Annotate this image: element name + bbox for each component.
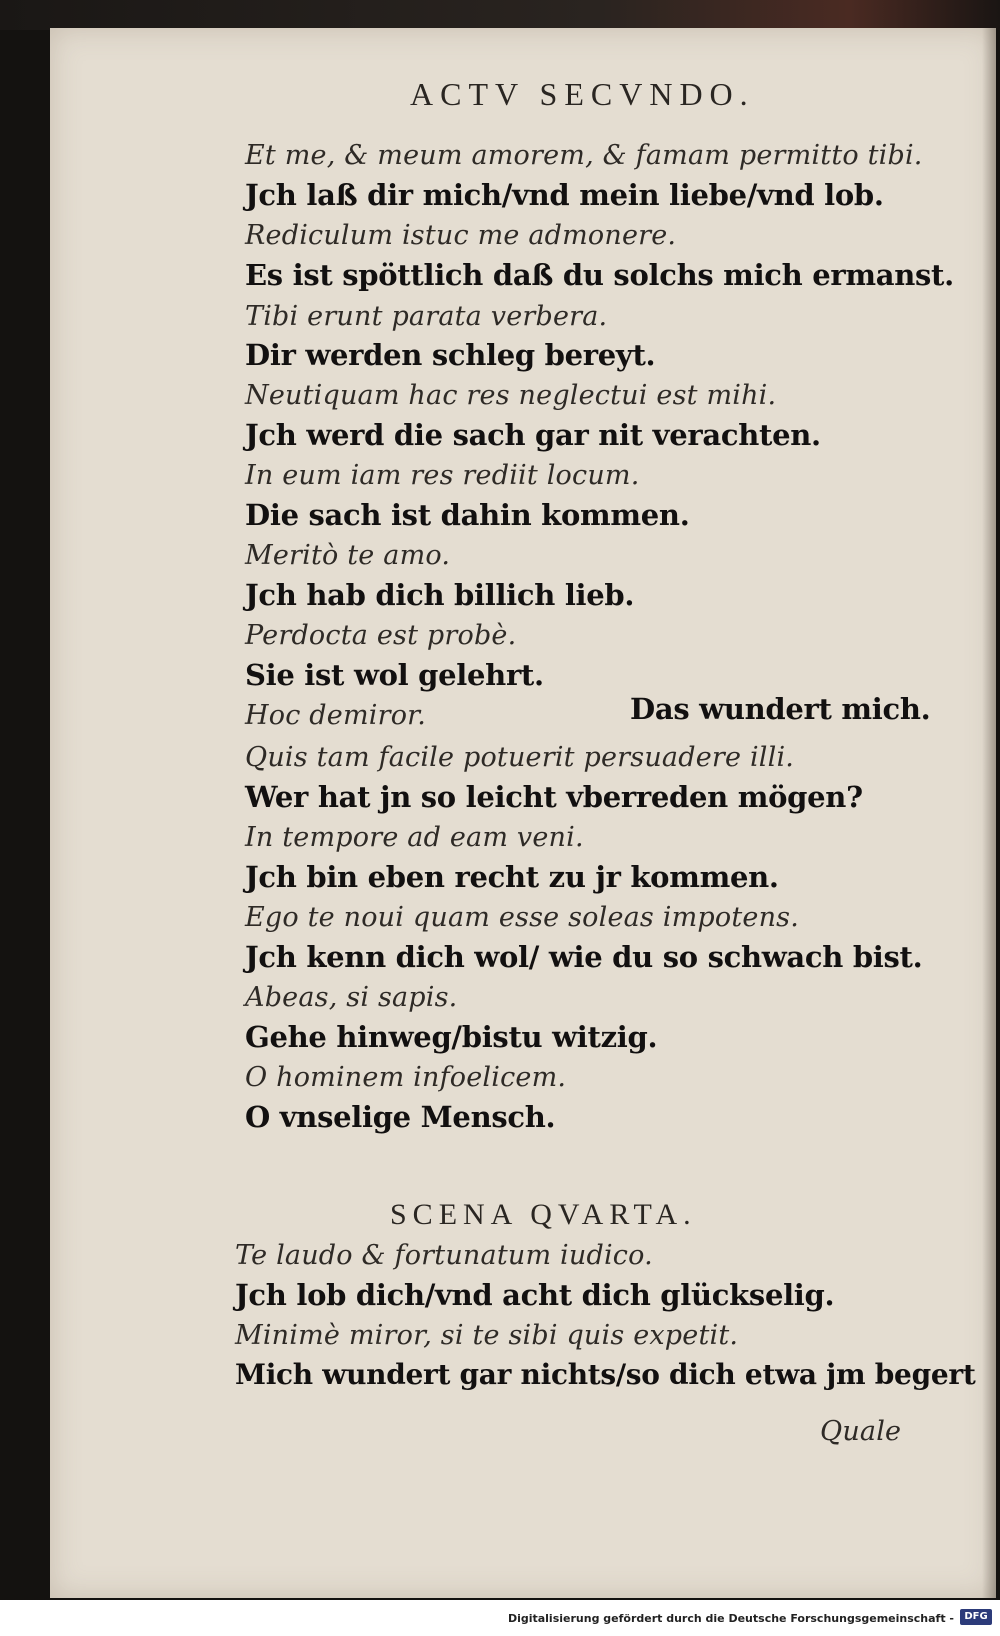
text-line-latin: In tempore ad eam veni. <box>245 822 584 853</box>
text-line-german: O vnselige Mensch. <box>245 1100 556 1134</box>
footer-credit: Digitalisierung gefördert durch die Deutsche Forschungsgemeinschaft - <box>507 1612 954 1625</box>
running-title: ACTV SECVNDO. <box>410 76 755 112</box>
text-line-german: Jch kenn dich wol/ wie du so schwach bist. <box>245 940 923 974</box>
text-line-german: Gehe hinweg/bistu witzig. <box>245 1020 658 1054</box>
scene-text-line-german: Mich wundert gar nichts/so dich etwa jm begert <box>235 1358 976 1391</box>
text-line-german: Jch hab dich billich lieb. <box>245 578 635 612</box>
text-line-latin: Ego te noui quam esse soleas impotens. <box>245 902 799 933</box>
text-line-german: Wer hat jn so leicht vberreden mögen? <box>245 780 863 814</box>
text-line-german: Die sach ist dahin kommen. <box>245 498 690 532</box>
text-line-latin: Tibi erunt parata verbera. <box>245 301 608 332</box>
text-line-latin: In eum iam res rediit locum. <box>245 460 640 491</box>
text-line-latin: Abeas, si sapis. <box>245 982 458 1013</box>
text-line-latin: O hominem infoelicem. <box>245 1062 567 1093</box>
text-line-german: Dir werden schleg bereyt. <box>245 338 656 372</box>
dfg-logo-icon: DFG <box>960 1609 992 1625</box>
text-line-german: Jch werd die sach gar nit verachten. <box>245 418 821 452</box>
scene-text-line-latin: Minimè miror, si te sibi quis expetit. <box>235 1320 739 1351</box>
scan-top-edge <box>0 0 1000 30</box>
text-line-latin: Perdocta est probè. <box>245 620 517 651</box>
scene-heading: SCENA QVARTA. <box>390 1198 697 1231</box>
text-line-latin: Rediculum istuc me admonere. <box>245 220 677 251</box>
text-line-german: Sie ist wol gelehrt. <box>245 658 544 692</box>
text-line-latin: Hoc demiror. <box>245 700 427 731</box>
text-line-latin: Et me, & meum amorem, & famam permitto tibi. <box>245 140 923 171</box>
text-line-latin: Meritò te amo. <box>245 540 451 571</box>
book-page <box>50 28 996 1598</box>
text-line-german: Jch bin eben recht zu jr kommen. <box>245 860 779 894</box>
scene-text-line-german: Jch lob dich/vnd acht dich glückselig. <box>235 1278 835 1312</box>
scene-text-line-latin: Te laudo & fortunatum iudico. <box>235 1240 653 1271</box>
catchword: Quale <box>820 1416 902 1447</box>
text-line-german: Jch laß dir mich/vnd mein liebe/vnd lob. <box>245 178 884 212</box>
text-line-latin: Quis tam facile potuerit persuadere illi. <box>245 742 795 773</box>
text-line-german: Es ist spöttlich daß du solchs mich ermanst. <box>245 258 954 292</box>
text-line-german-inline: Das wundert mich. <box>630 692 931 726</box>
text-line-latin: Neutiquam hac res neglectui est mihi. <box>245 380 777 411</box>
digitization-footer <box>0 1600 1000 1636</box>
